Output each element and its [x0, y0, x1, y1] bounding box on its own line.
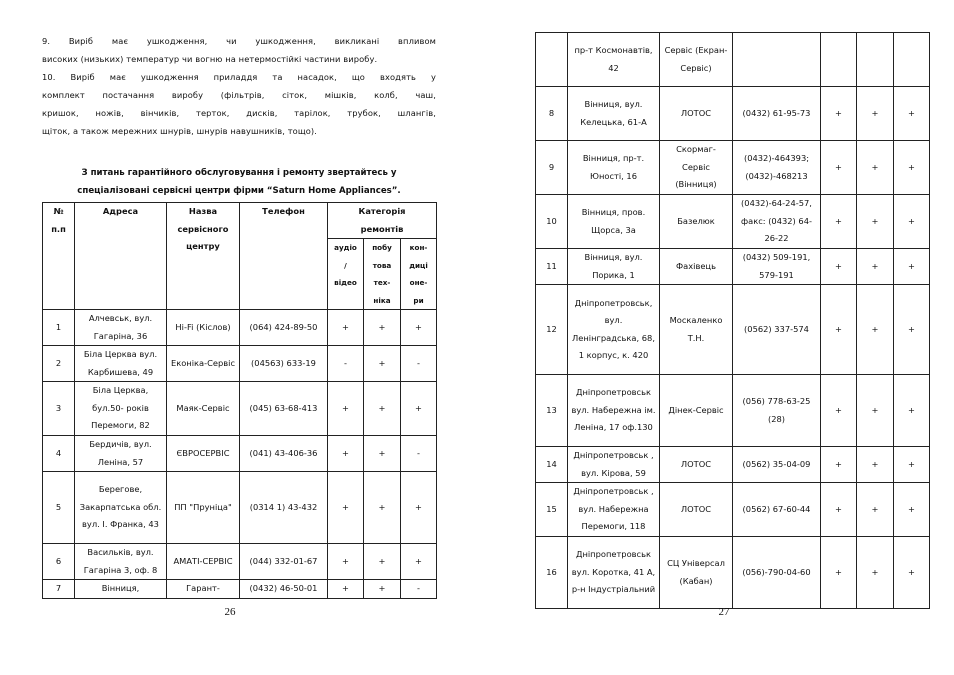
- table-row: [536, 87, 930, 141]
- row-center-name: Hi-Fi (Кіслов): [167, 310, 240, 346]
- table-row: [536, 141, 930, 195]
- header-conditioners: кон- диці оне- ри: [401, 239, 437, 310]
- row-center-name: АМАТІ-СЕРВІС: [167, 544, 240, 580]
- row-address: Вінниця,: [75, 580, 167, 599]
- row-phone: (0432) 61-95-73: [733, 87, 821, 141]
- row-household-mark: [857, 33, 894, 87]
- heading-line: спеціалізовані сервісні центри фірми “Saturn Home Appliances”.: [77, 185, 401, 196]
- row-phone: (044) 332-01-67: [240, 544, 328, 580]
- row-household-mark: +: [364, 472, 401, 544]
- table-row: [536, 447, 930, 483]
- row-phone: (056) 778-63-25 (28): [733, 375, 821, 447]
- header-name: Назва сервісного центру: [167, 203, 240, 310]
- table-row: [536, 195, 930, 249]
- text-line: високих (низьких) температур чи вогню на нетермостійкі частини виробу.: [42, 54, 378, 64]
- row-number: 5: [43, 472, 75, 544]
- row-address: Берегове, Закарпатська обл. вул. І. Франка, 43: [75, 472, 167, 544]
- row-conditioner-mark: [894, 33, 930, 87]
- row-conditioner-mark: +: [401, 310, 437, 346]
- row-audio-mark: +: [821, 447, 857, 483]
- text-line: комплект постачання виробу (фільтрів, сіток, мішків, колб, чаш,: [42, 90, 436, 100]
- table-row: [43, 346, 437, 382]
- left-page: [42, 32, 436, 599]
- row-conditioner-mark: +: [894, 195, 930, 249]
- row-audio-mark: +: [328, 310, 364, 346]
- row-number: [536, 33, 568, 87]
- row-audio-mark: +: [821, 537, 857, 609]
- row-phone: [733, 33, 821, 87]
- row-conditioner-mark: -: [401, 436, 437, 472]
- row-household-mark: +: [364, 382, 401, 436]
- row-household-mark: +: [364, 544, 401, 580]
- row-audio-mark: +: [328, 382, 364, 436]
- row-conditioner-mark: +: [894, 537, 930, 609]
- table-row: [43, 382, 437, 436]
- service-heading: [42, 165, 436, 200]
- row-conditioner-mark: +: [894, 285, 930, 375]
- row-address: Вінниця, пр-т. Юності, 16: [568, 141, 660, 195]
- row-number: 7: [43, 580, 75, 599]
- row-conditioner-mark: +: [894, 447, 930, 483]
- heading-line: З питань гарантійного обслуговування і ремонту звертайтесь у: [81, 168, 397, 178]
- row-audio-mark: -: [328, 346, 364, 382]
- row-household-mark: +: [857, 537, 894, 609]
- row-center-name: ЛОТОС: [660, 447, 733, 483]
- row-center-name: Скормаг-Сервіс (Вінниця): [660, 141, 733, 195]
- table-row: [536, 285, 930, 375]
- row-address: Васильків, вул. Гагаріна 3, оф. 8: [75, 544, 167, 580]
- row-number: 1: [43, 310, 75, 346]
- row-center-name: Еконіка-Сервіс: [167, 346, 240, 382]
- row-address: Алчевськ, вул. Гагаріна, 36: [75, 310, 167, 346]
- row-household-mark: +: [857, 87, 894, 141]
- row-conditioner-mark: +: [894, 483, 930, 537]
- spacer: [42, 140, 436, 165]
- row-center-name: ПП "Пруніца": [167, 472, 240, 544]
- service-centers-table-right: [535, 32, 930, 609]
- row-household-mark: +: [364, 436, 401, 472]
- row-center-name: Москаленко Т.Н.: [660, 285, 733, 375]
- row-number: 4: [43, 436, 75, 472]
- row-center-name: Маяк-Сервіс: [167, 382, 240, 436]
- row-audio-mark: +: [821, 375, 857, 447]
- header-num: № п.п: [43, 203, 75, 310]
- row-conditioner-mark: +: [894, 87, 930, 141]
- table-row: [43, 436, 437, 472]
- row-conditioner-mark: +: [894, 375, 930, 447]
- row-phone: (0432)-64-24-57, факс: (0432) 64-26-22: [733, 195, 821, 249]
- row-audio-mark: +: [328, 472, 364, 544]
- row-household-mark: +: [857, 483, 894, 537]
- row-address: Дніпропетровськ вул. Набережна ім. Леніна, 17 оф.130: [568, 375, 660, 447]
- row-conditioner-mark: +: [401, 544, 437, 580]
- row-conditioner-mark: -: [401, 580, 437, 599]
- row-phone: (0562) 35-04-09: [733, 447, 821, 483]
- header-phone: Телефон: [240, 203, 328, 310]
- row-phone: (064) 424-89-50: [240, 310, 328, 346]
- row-conditioner-mark: -: [401, 346, 437, 382]
- row-phone: (045) 63-68-413: [240, 382, 328, 436]
- row-phone: (0432)-464393; (0432)-468213: [733, 141, 821, 195]
- table-row: [43, 580, 437, 599]
- row-address: Вінниця, пров. Щорса, 3а: [568, 195, 660, 249]
- row-number: 11: [536, 249, 568, 285]
- text-line: щіток, а також мережних шнурів, шнурів навушників, тощо).: [42, 126, 317, 136]
- row-household-mark: +: [364, 580, 401, 599]
- row-conditioner-mark: +: [894, 141, 930, 195]
- row-address: Дніпропетровськ, вул. Ленінградська, 68, 1 корпус, к. 420: [568, 285, 660, 375]
- table-row: [536, 375, 930, 447]
- row-number: 15: [536, 483, 568, 537]
- row-conditioner-mark: +: [894, 249, 930, 285]
- page-number-left: 26: [224, 606, 236, 618]
- row-household-mark: +: [857, 375, 894, 447]
- row-household-mark: +: [364, 346, 401, 382]
- service-centers-table-left: [42, 202, 437, 599]
- page-number-right: 27: [718, 606, 730, 618]
- text-line: кришок, ножів, вінчиків, терток, дисків, тарілок, трубок, шлангів,: [42, 108, 436, 118]
- row-audio-mark: +: [821, 483, 857, 537]
- row-number: 13: [536, 375, 568, 447]
- row-household-mark: +: [857, 249, 894, 285]
- row-audio-mark: +: [821, 249, 857, 285]
- row-center-name: ЛОТОС: [660, 483, 733, 537]
- row-center-name: Фахівець: [660, 249, 733, 285]
- row-phone: (0432) 509-191, 579-191: [733, 249, 821, 285]
- row-household-mark: +: [857, 285, 894, 375]
- row-phone: (0562) 67-60-44: [733, 483, 821, 537]
- row-audio-mark: [821, 33, 857, 87]
- row-address: Бердичів, вул. Леніна, 57: [75, 436, 167, 472]
- row-center-name: ЄВРОСЕРВІС: [167, 436, 240, 472]
- row-phone: (056)-790-04-60: [733, 537, 821, 609]
- row-address: пр-т Космонавтів, 42: [568, 33, 660, 87]
- row-audio-mark: +: [328, 436, 364, 472]
- table-row: [536, 33, 930, 87]
- table-row: [536, 537, 930, 609]
- row-address: Біла Церква, бул.50- років Перемоги, 82: [75, 382, 167, 436]
- row-phone: (0562) 337-574: [733, 285, 821, 375]
- row-address: Дніпропетровськ , вул. Набережна Перемоги, 118: [568, 483, 660, 537]
- table-row: [43, 472, 437, 544]
- header-audio-video: аудіо / відео: [328, 239, 364, 310]
- header-address: Адреса: [75, 203, 167, 310]
- row-phone: (04563) 633-19: [240, 346, 328, 382]
- row-number: 12: [536, 285, 568, 375]
- table-row: [43, 310, 437, 346]
- row-number: 16: [536, 537, 568, 609]
- row-center-name: Дінек-Сервіс: [660, 375, 733, 447]
- row-address: Дніпропетровськ вул. Коротка, 41 А, р-н Індустріальний: [568, 537, 660, 609]
- text-line: 9. Виріб має ушкодження, чи ушкодження, викликані впливом: [42, 36, 436, 46]
- text-line: 10. Виріб має ушкодження приладдя та насадок, що входять у: [42, 72, 436, 82]
- row-address: Дніпропетровськ , вул. Кірова, 59: [568, 447, 660, 483]
- header-category: Категорія ремонтів: [328, 203, 437, 239]
- row-conditioner-mark: +: [401, 382, 437, 436]
- row-household-mark: +: [857, 195, 894, 249]
- row-center-name: ЛОТОС: [660, 87, 733, 141]
- row-number: 10: [536, 195, 568, 249]
- row-audio-mark: +: [821, 285, 857, 375]
- row-number: 14: [536, 447, 568, 483]
- row-phone: (041) 43-406-36: [240, 436, 328, 472]
- row-center-name: Базелюк: [660, 195, 733, 249]
- row-number: 3: [43, 382, 75, 436]
- row-number: 8: [536, 87, 568, 141]
- row-address: Вінниця, вул. Келецька, 61-А: [568, 87, 660, 141]
- row-audio-mark: +: [328, 580, 364, 599]
- row-conditioner-mark: +: [401, 472, 437, 544]
- row-audio-mark: +: [821, 141, 857, 195]
- right-page: [535, 32, 929, 609]
- row-number: 9: [536, 141, 568, 195]
- header-household: побу това тех- ніка: [364, 239, 401, 310]
- row-number: 2: [43, 346, 75, 382]
- row-household-mark: +: [857, 141, 894, 195]
- row-audio-mark: +: [821, 195, 857, 249]
- row-number: 6: [43, 544, 75, 580]
- row-audio-mark: +: [821, 87, 857, 141]
- row-audio-mark: +: [328, 544, 364, 580]
- warranty-text: [42, 32, 436, 140]
- row-household-mark: +: [364, 310, 401, 346]
- table-header-row: [43, 203, 437, 239]
- row-address: Біла Церква вул. Карбишева, 49: [75, 346, 167, 382]
- row-phone: (0314 1) 43-432: [240, 472, 328, 544]
- row-center-name: Гарант-: [167, 580, 240, 599]
- table-row: [536, 483, 930, 537]
- table-row: [536, 249, 930, 285]
- row-phone: (0432) 46-50-01: [240, 580, 328, 599]
- table-row: [43, 544, 437, 580]
- row-center-name: Сервіс (Екран-Сервіс): [660, 33, 733, 87]
- row-household-mark: +: [857, 447, 894, 483]
- row-center-name: СЦ Універсал (Кабан): [660, 537, 733, 609]
- row-address: Вінниця, вул. Порика, 1: [568, 249, 660, 285]
